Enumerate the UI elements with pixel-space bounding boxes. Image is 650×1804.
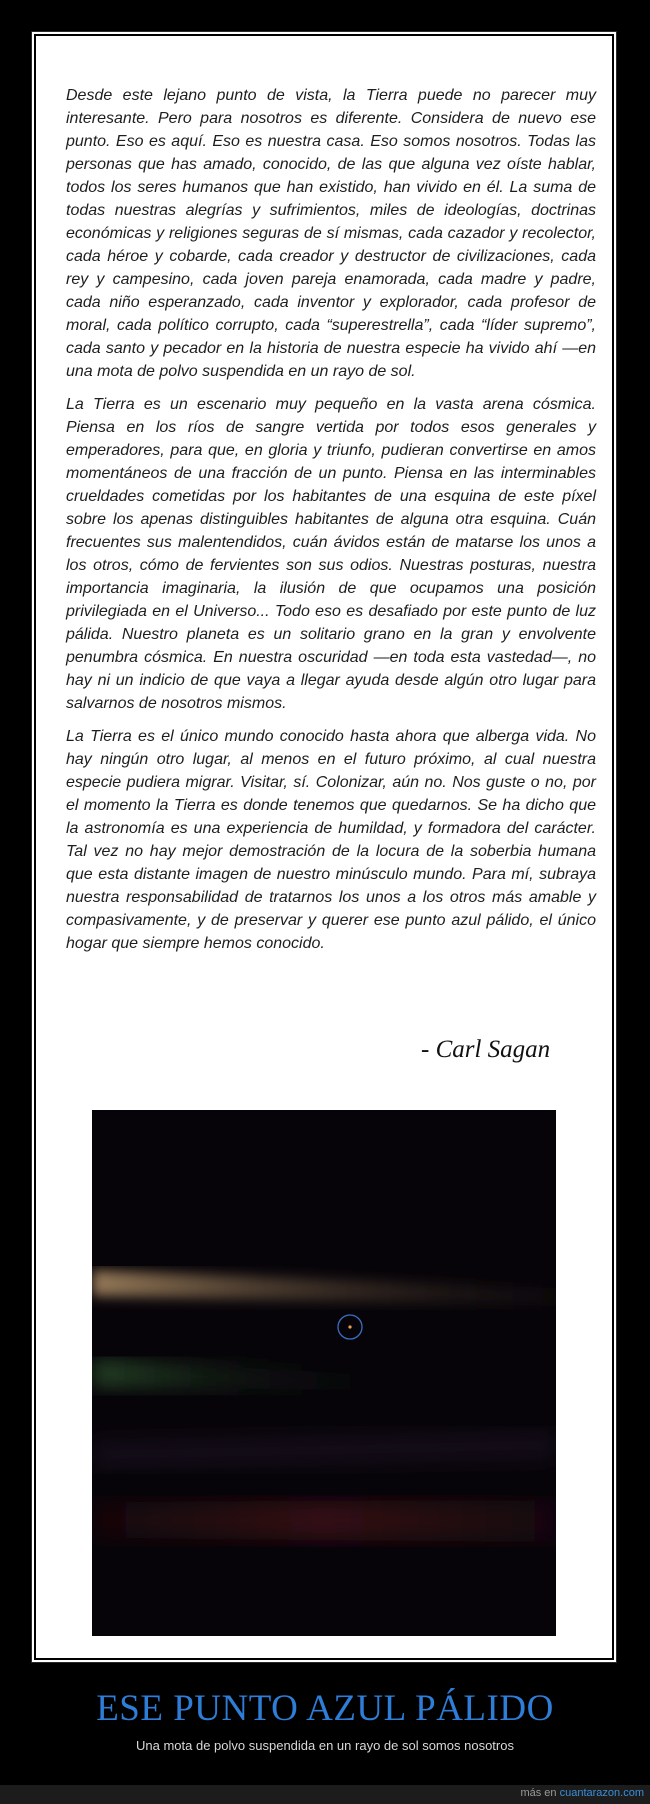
signature: - Carl Sagan bbox=[421, 1036, 551, 1063]
footer-bar bbox=[0, 1785, 650, 1804]
quote-paragraph-3: La Tierra es el único mundo conocido hasta ahora que alberga vida. No hay ningún otro lugar, al menos en el futuro próximo, al cual nuestra especie pudiera migrar. Visitar, sí. Colonizar, aún no. Nos guste o no, por el momento la Tierra es donde tenemos que quedarnos. Se ha dicho que la astronomía es una experiencia de humildad, y formadora del carácter. Tal vez no hay mejor demostración de la locura de la soberbia humana que esta distante imagen de nuestro minúsculo mundo. Para mí, subraya nuestra responsabilidad de tratarnos los unos a los otros más amable y compasivamente, y de preservar y querer ese punto azul pálido, el único hogar que siempre hemos conocido. bbox=[66, 728, 596, 952]
pale-blue-dot bbox=[348, 1325, 351, 1328]
quote-text bbox=[66, 84, 596, 965]
post-image bbox=[36, 36, 612, 1658]
post-title: ESE PUNTO AZUL PÁLIDO bbox=[96, 1688, 554, 1729]
pale-blue-dot-photo bbox=[92, 1110, 556, 1636]
sunbeam-red bbox=[92, 1500, 556, 1542]
footer-prefix: más en bbox=[520, 1787, 557, 1799]
post-subtitle: Una mota de polvo suspendida en un rayo de sol somos nosotros bbox=[136, 1738, 514, 1753]
quote-paragraph-1: Desde este lejano punto de vista, la Tierra puede no parecer muy interesante. Pero para nosotros es diferente. Considera de nuevo ese punto. Eso es aquí. Eso es nuestra casa. Eso somos nosotros. Todas las personas que has amado, conocido, de las que alguna vez oíste hablar, todos los seres humanos que han existido, han vivido en él. La suma de todas nuestras alegrías y sufrimientos, miles de ideologías, doctrinas económicas y religiones seguras de sí mismas, cada cazador y recolector, cada héroe y cobarde, cada creador y destructor de civilizaciones, cada rey y campesino, cada joven pareja enamorada, cada madre y padre, cada niño esperanzado, cada inventor y explorador, cada profesor de moral, cada político corrupto, cada “superestrella”, cada “líder supremo”, cada santo y pecador en la historia de nuestra especie ha vivido ahí —en una mota de polvo suspendida en un rayo de sol. bbox=[66, 87, 596, 380]
quote-paragraph-2: La Tierra es un escenario muy pequeño en la vasta arena cósmica. Piensa en los ríos de sangre vertida por todos esos generales y emperadores, para que, en gloria y triunfo, pudieran convertirse en amos momentáneos de una fracción de un punto. Piensa en las interminables crueldades cometidas por los habitantes de una esquina de este píxel sobre los apenas distinguibles habitantes de alguna otra esquina. Cuán frecuentes sus malentendidos, cuán ávidos están de matarse los unos a los otros, cómo de fervientes son sus odios. Nuestras posturas, nuestra importancia imaginaria, la ilusión de que ocupamos una posición privilegiada en el Universo... Todo eso es desafiado por este punto de luz pálida. Nuestro planeta es un solitario grano en la gran y envolvente penumbra cósmica. En nuestra oscuridad —en toda esta vastedad—, no hay ni un indicio de que vaya a llegar ayuda desde algún otro lugar para salvarnos de nosotros mismos. bbox=[66, 396, 596, 712]
site-link[interactable]: cuantarazon.com bbox=[559, 1787, 644, 1799]
footer-credit bbox=[520, 1787, 644, 1799]
